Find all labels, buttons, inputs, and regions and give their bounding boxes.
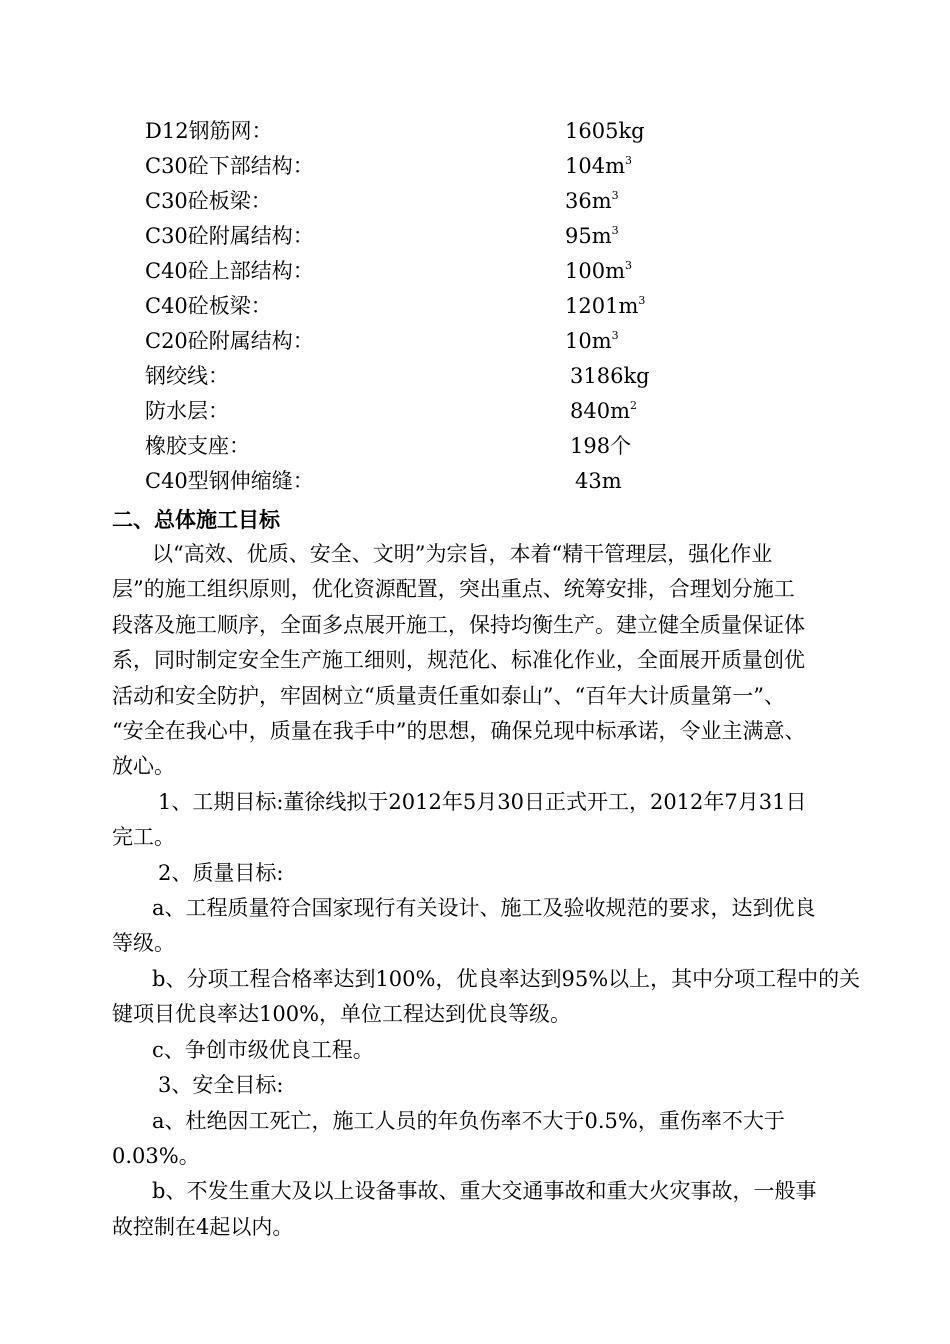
unit-exponent: 3 xyxy=(611,224,619,237)
unit-exponent: 2 xyxy=(630,399,637,412)
quantity-amount: 95m xyxy=(565,224,612,248)
quantity-row xyxy=(145,254,745,289)
safety-item-b-cont: 故控制在4起以内。 xyxy=(112,1214,294,1239)
quantity-label: C40砼板梁： xyxy=(145,294,272,318)
quantity-value xyxy=(565,324,619,359)
quantity-value xyxy=(570,359,650,394)
quality-item-c: c、争创市级优良工程。 xyxy=(152,1037,374,1062)
intro-line: 段落及施工顺序，全面多点展开施工，保持均衡生产。建立健全质量保证体 xyxy=(112,612,805,637)
quantity-row xyxy=(145,114,745,149)
quantity-label: C30砼附属结构： xyxy=(145,224,314,248)
quality-item-a-cont: 等级。 xyxy=(112,931,175,956)
quantity-amount: 100m xyxy=(565,259,625,283)
quantity-value xyxy=(565,219,619,254)
quantity-row xyxy=(145,324,745,359)
quantity-label: C30砼下部结构： xyxy=(145,154,314,178)
quantity-row xyxy=(145,394,745,429)
quantity-label: C40砼上部结构： xyxy=(145,259,314,283)
intro-line: 放心。 xyxy=(112,754,175,779)
quantity-value xyxy=(565,184,619,219)
quality-item-a: a、工程质量符合国家现行有关设计、施工及验收规范的要求，达到优良 xyxy=(152,896,816,921)
quality-item-b-cont: 键项目优良率达100%，单位工程达到优良等级。 xyxy=(112,1002,572,1027)
intro-line: 活动和安全防护，牢固树立“质量责任重如泰山”、“百年大计质量第一”、 xyxy=(112,683,785,708)
quantity-amount: 10m xyxy=(565,329,612,353)
quantity-label: 钢绞线： xyxy=(145,364,229,388)
intro-line: “安全在我心中，质量在我手中”的思想，确保兑现中标承诺，令业主满意、 xyxy=(112,719,806,744)
quantity-amount: 43m xyxy=(575,469,622,493)
unit-exponent: 3 xyxy=(625,259,632,272)
quantity-amount: 198个 xyxy=(570,434,632,458)
quantity-value xyxy=(575,464,622,499)
quantity-amount: 104m xyxy=(565,154,625,178)
unit-exponent: 3 xyxy=(611,329,619,342)
quantity-label: C40型钢伸缩缝： xyxy=(145,469,314,493)
quality-item-b: b、分项工程合格率达到100%，优良率达到95%以上，其中分项工程中的关 xyxy=(152,966,861,991)
quantity-label: C30砼板梁： xyxy=(145,189,272,213)
quantity-row xyxy=(145,184,745,219)
quantity-row xyxy=(145,219,745,254)
unit-exponent: 3 xyxy=(611,189,619,202)
unit-exponent: 3 xyxy=(638,294,646,307)
quantity-label: 防水层： xyxy=(145,399,229,423)
schedule-goal: 1、工期目标:董徐线拟于2012年5月30日正式开工，2012年7月31日 xyxy=(158,789,807,814)
quantity-label: C20砼附属结构： xyxy=(145,329,314,353)
body-text xyxy=(112,537,862,1245)
quantity-value xyxy=(570,394,637,429)
quantity-amount: 3186kg xyxy=(570,364,650,388)
safety-item-b: b、不发生重大及以上设备事故、重大交通事故和重大火灾事故，一般事 xyxy=(152,1179,817,1204)
quantity-value xyxy=(565,254,632,289)
quantity-label: 橡胶支座： xyxy=(145,434,250,458)
quantity-list xyxy=(145,114,745,499)
intro-line: 系，同时制定安全生产施工细则，规范化、标准化作业，全面展开质量创优 xyxy=(112,648,805,673)
section-title: 二、总体施工目标 xyxy=(112,508,280,532)
quantity-value xyxy=(570,429,631,464)
safety-item-a: a、杜绝因工死亡，施工人员的年负伤率不大于0.5%，重伤率不大于 xyxy=(152,1108,785,1133)
quantity-value xyxy=(565,289,645,324)
quantity-value xyxy=(565,149,632,184)
quantity-label: D12钢筋网： xyxy=(145,119,273,143)
quantity-amount: 1605kg xyxy=(565,119,645,143)
quantity-row xyxy=(145,464,745,499)
unit-exponent: 3 xyxy=(625,154,632,167)
quantity-value xyxy=(565,114,645,149)
safety-heading: 3、安全目标: xyxy=(158,1073,284,1098)
quantity-row xyxy=(145,429,745,464)
quantity-amount: 840m xyxy=(570,399,630,423)
quantity-row xyxy=(145,149,745,184)
quality-heading: 2、质量目标: xyxy=(158,860,284,885)
quantity-amount: 36m xyxy=(565,189,612,213)
schedule-goal-cont: 完工。 xyxy=(112,825,175,850)
intro-line: 以“高效、优质、安全、文明”为宗旨，本着“精干管理层，强化作业 xyxy=(152,542,773,566)
intro-line: 层”的施工组织原则，优化资源配置，突出重点、统筹安排，合理划分施工 xyxy=(112,577,795,602)
quantity-row xyxy=(145,359,745,394)
safety-item-a-cont: 0.03%。 xyxy=(112,1143,200,1168)
quantity-row xyxy=(145,289,745,324)
quantity-amount: 1201m xyxy=(565,294,639,318)
